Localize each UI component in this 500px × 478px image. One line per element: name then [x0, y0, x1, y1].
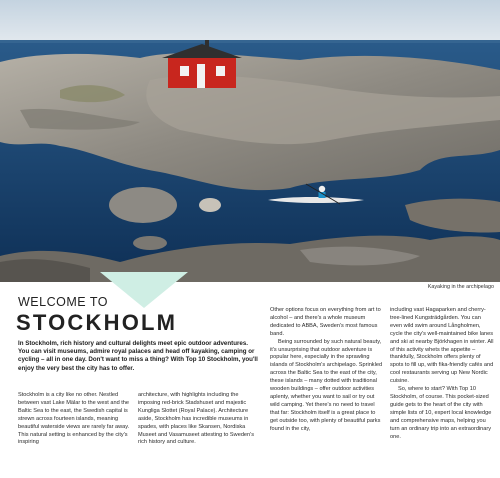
page-title: STOCKHOLM [16, 310, 178, 335]
body-paragraph: Being surrounded by such natural beauty, it's unsurprising that outdoor adventure is popular here, especially in the sprawling islands of Stockholm's archipelago. Sprinkled across the Baltic Sea to the east of the city, these islands – many dotted with traditional wooden buildings – offer outdoor activities aplenty, whether you want to sail or try out wild camping. Yet there's no need to travel that far: Stockholm itself is a great place to get outside too, with plenty of beautiful parks found in the city, [270, 338, 383, 432]
body-column-3 [270, 307, 384, 434]
body-paragraph: Other options focus on everything from art to alcohol – and there's a whole museum dedicated to ABBA, Sweden's most famous band. [270, 307, 381, 337]
photo-caption: Kayaking in the archipelago [427, 284, 494, 290]
heading-kicker: WELCOME TO [18, 295, 108, 309]
body-paragraph: including vast Hagaparken and cherry-tree-lined Kungsträdgården. You can even wild swim around Långholmen, cycle the city's well-maintained bike lanes and ski at nearby Björkhagen in winter. All of this activity whets the appetite – thankfully, Stockholm offers plenty of spots to fill up, with fika-friendly cafés and cool restaurants serving up New Nordic cuisine. [390, 307, 494, 385]
accent-chevron [100, 272, 188, 308]
body-paragraph: So, where to start? With Top 10 Stockholm, of course. This pocket-sized guide gets to the heart of the city with simple lists of 10, expert local knowledge and comprehensive maps, helping you turn an ordinary trip into an extraordinary one. [390, 386, 492, 440]
body-paragraph: architecture, with highlights including the imposing red-brick Stadshuset and majestic Kungliga Slottet (Royal Palace). Architecture aside, Stockholm has incredible museums in spades, with places like Skansen, Nordiska Museet and Vasamuseet attesting to Sweden's rich history and culture. [138, 392, 255, 446]
body-column-1 [18, 392, 132, 447]
body-column-4 [390, 307, 494, 441]
body-column-2 [138, 392, 258, 447]
body-paragraph: Stockholm is a city like no other. Nestled between vast Lake Mälar to the west and the Baltic Sea to the east, the Swedish capital is strewn across fourteen islands, meaning beautiful waterside views are rarely far away. This natural setting is enhanced by the city's inspiring [18, 392, 130, 446]
intro-paragraph: In Stockholm, rich history and cultural delights meet epic outdoor adventures. You can visit museums, admire royal palaces and head off kayaking, camping or cycling – all in one day. Don't want to miss a thing? With Top 10 Stockholm, you'll enjoy the very best the city has to offer. [18, 340, 258, 372]
